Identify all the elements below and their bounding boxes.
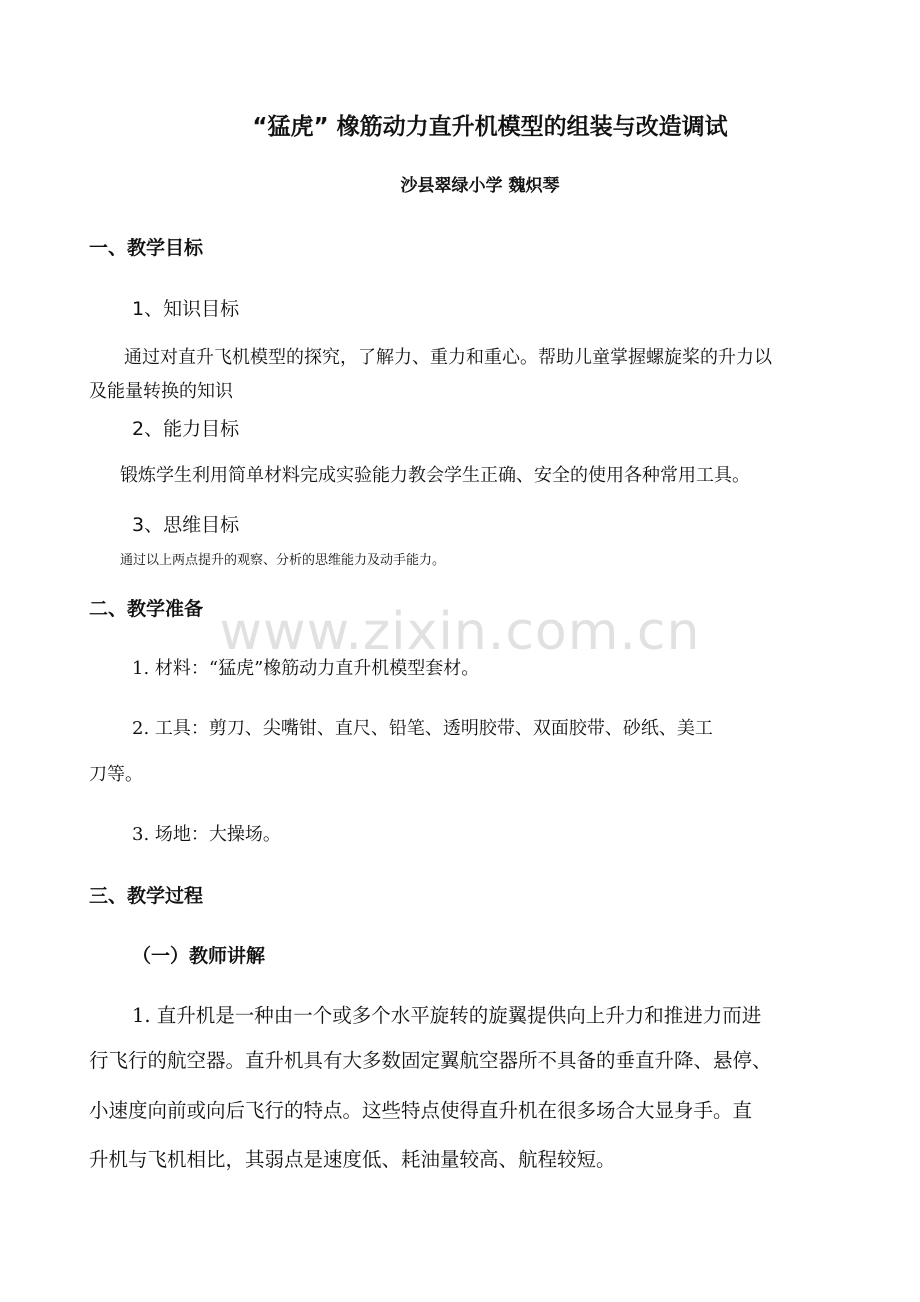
prep-item-tools-line2: 刀等。 (89, 764, 143, 785)
document-title: “猛虎” 橡筋动力直升机模型的组装与改造调试 (252, 114, 728, 140)
ability-goal-heading: 2、能力目标 (132, 418, 240, 440)
ability-goal-text: 锻炼学生利用简单材料完成实验能力教会学生正确、安全的使用各种常用工具。 (120, 465, 750, 486)
section-heading-teaching-process: 三、教学过程 (89, 885, 204, 907)
prep-item-tools-line1: 2. 工具：剪刀、尖嘴钳、直尺、铅笔、透明胶带、双面胶带、砂纸、美工 (132, 718, 713, 739)
subsection-teacher-explanation: （一）教师讲解 (132, 945, 266, 967)
paragraph-line2: 行飞行的航空器。直升机具有大多数固定翼航空器所不具备的垂直升降、悬停、 (89, 1049, 772, 1072)
document-author: 沙县翠绿小学 魏炽琴 (400, 176, 560, 196)
knowledge-goal-text-line1: 通过对直升飞机模型的探究，了解力、重力和重心。帮助儿童掌握螺旋桨的升力以 (124, 347, 772, 368)
section-heading-teaching-goals: 一、教学目标 (89, 237, 204, 259)
prep-item-materials: 1. 材料：“猛虎”橡筋动力直升机模型套材。 (132, 658, 480, 679)
watermark-text: www.zixin.com.cn (219, 602, 701, 662)
section-heading-teaching-prep: 二、教学准备 (89, 598, 204, 620)
knowledge-goal-heading: 1、知识目标 (132, 298, 240, 320)
paragraph-line1: 1. 直升机是一种由一个或多个水平旋转的旋翼提供向上升力和推进力而进 (132, 1004, 762, 1027)
prep-item-venue: 3. 场地：大操场。 (132, 824, 281, 845)
thinking-goal-heading: 3、思维目标 (132, 514, 240, 536)
paragraph-line3: 小速度向前或向后飞行的特点。这些特点使得直升机在很多场合大显身手。直 (89, 1099, 753, 1122)
thinking-goal-text: 通过以上两点提升的观察、分析的思维能力及动手能力。 (120, 553, 446, 568)
paragraph-line4: 升机与飞机相比，其弱点是速度低、耗油量较高、航程较短。 (89, 1148, 616, 1171)
knowledge-goal-text-line2: 及能量转换的知识 (89, 381, 233, 402)
